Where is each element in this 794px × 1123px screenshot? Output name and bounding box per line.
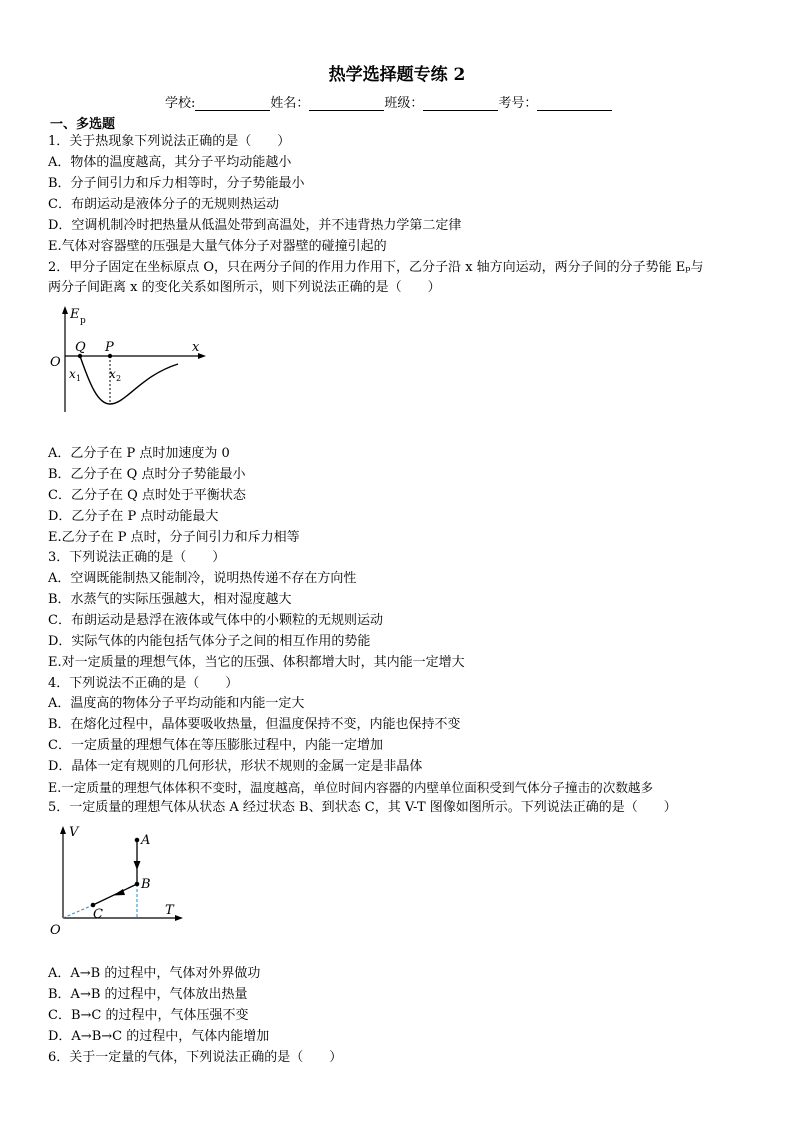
origin-label: O: [50, 923, 61, 938]
q4-stem: 4．下列说法不正确的是（ ）: [48, 676, 239, 691]
a-to-b-arrow: [134, 861, 141, 870]
v-label: V: [69, 825, 79, 840]
q4-option-e: E.一定质量的理想气体体积不变时，温度越高，单位时间内容器的内壁单位面积受到气体分子撞击的次数越多: [48, 780, 654, 795]
q1-option-c: C．布朗运动是液体分子的无规则热运动: [48, 197, 279, 212]
page-title: 热学选择题专练 2: [328, 65, 466, 85]
ep-subscript: p: [80, 316, 86, 326]
x2-subscript: 2: [116, 374, 122, 383]
t-axis-arrow: [175, 915, 183, 921]
q1-option-d: D．空调机制冷时把热量从低温处带到高温处，并不违背热力学第二定律: [48, 218, 462, 233]
q2-option-b: B．乙分子在 Q 点时分子势能最小: [48, 467, 246, 482]
q5-option-b: B．A→B 的过程中，气体放出热量: [48, 987, 248, 1002]
state-a-label: A: [141, 833, 151, 848]
q1-option-a: A．物体的温度越高，其分子平均动能越小: [48, 155, 292, 170]
q4-option-c: C．一定质量的理想气体在等压膨胀过程中，内能一定增加: [48, 738, 383, 753]
state-b-label: B: [141, 877, 151, 892]
q3-option-e: E.对一定质量的理想气体，当它的压强、体积都增大时，其内能一定增大: [48, 655, 465, 670]
school-label: 学校:: [165, 96, 196, 111]
q2-stem-line2: 两分子间距离 x 的变化关系如图所示，则下列说法正确的是（ ）: [48, 280, 441, 295]
x2-label: x: [109, 367, 116, 381]
q3-stem: 3．下列说法正确的是（ ）: [48, 550, 226, 565]
exam-no-blank: [537, 96, 612, 111]
q3-option-b: B．水蒸气的实际压强越大，相对湿度越大: [48, 592, 292, 607]
ep-axis-arrow: [62, 306, 68, 314]
q2-stem-line1: 2．甲分子固定在坐标原点 O，只在两分子间的作用力作用下，乙分子沿 x 轴方向运动，两分子间的分子势能 Eₚ与: [48, 260, 704, 275]
t-label: T: [165, 903, 174, 918]
school-blank: [195, 96, 270, 111]
origin-dashed-line: [63, 905, 93, 918]
b-to-c-arrow: [113, 889, 125, 896]
name-blank: [309, 96, 384, 111]
q5-stem: 5．一定质量的理想气体从状态 A 经过状态 B、到状态 C，其 V-T 图像如图所示。下列说法正确的是（ ）: [48, 800, 677, 815]
name-label: 姓名：: [270, 96, 310, 111]
q5-option-d: D．A→B→C 的过程中，气体内能增加: [48, 1029, 270, 1044]
q2-option-d: D．乙分子在 P 点时动能最大: [48, 509, 219, 524]
x-label: x: [192, 340, 200, 355]
x1-subscript: 1: [76, 374, 82, 383]
class-blank: [423, 96, 498, 111]
q1-option-e: E.气体对容器壁的压强是大量气体分子对器壁的碰撞引起的: [48, 239, 387, 254]
q4-option-a: A．温度高的物体分子平均动能和内能一定大: [48, 696, 305, 711]
v-axis-arrow: [60, 826, 66, 834]
q6-stem: 6．关于一定量的气体，下列说法正确的是（ ）: [48, 1050, 343, 1065]
section-heading: 一、多选题: [50, 117, 116, 132]
q5-option-c: C．B→C 的过程中，气体压强不变: [48, 1008, 249, 1023]
q3-option-d: D．实际气体的内能包括气体分子之间的相互作用的势能: [48, 634, 371, 649]
exam-no-label: 考号：: [498, 96, 538, 111]
origin-label: O: [50, 355, 61, 370]
q2-option-e: E.乙分子在 P 点时，分子间引力和斥力相等: [48, 530, 300, 545]
p-label: P: [105, 340, 114, 355]
q3-option-c: C．布朗运动是悬浮在液体或气体中的小颗粒的无规则运动: [48, 613, 383, 628]
q1-stem: 1．关于热现象下列说法正确的是（ ）: [48, 134, 291, 149]
q4-option-b: B．在熔化过程中，晶体要吸收热量，但温度保持不变，内能也保持不变: [48, 717, 461, 732]
state-c-label: C: [93, 907, 103, 922]
ep-label: E: [70, 307, 80, 322]
state-a-point: [135, 838, 140, 843]
vt-figure: [45, 820, 195, 942]
student-info-line: [165, 92, 612, 111]
q3-option-a: A．空调既能制热又能制冷，说明热传递不存在方向性: [48, 571, 357, 586]
x1-label: x: [69, 367, 76, 381]
class-label: 班级：: [384, 96, 424, 111]
q2-option-c: C．乙分子在 Q 点时处于平衡状态: [48, 488, 246, 503]
q1-option-b: B．分子间引力和斥力相等时，分子势能最小: [48, 176, 305, 191]
q4-option-d: D．晶体一定有规则的几何形状，形状不规则的金属一定是非晶体: [48, 759, 423, 774]
q2-option-a: A．乙分子在 P 点时加速度为 0: [48, 446, 230, 461]
q-label: Q: [75, 340, 86, 355]
potential-energy-figure: [40, 300, 220, 420]
ep-curve: [80, 356, 178, 404]
state-b-point: [135, 882, 140, 887]
q5-option-a: A．A→B 的过程中，气体对外界做功: [48, 966, 261, 981]
